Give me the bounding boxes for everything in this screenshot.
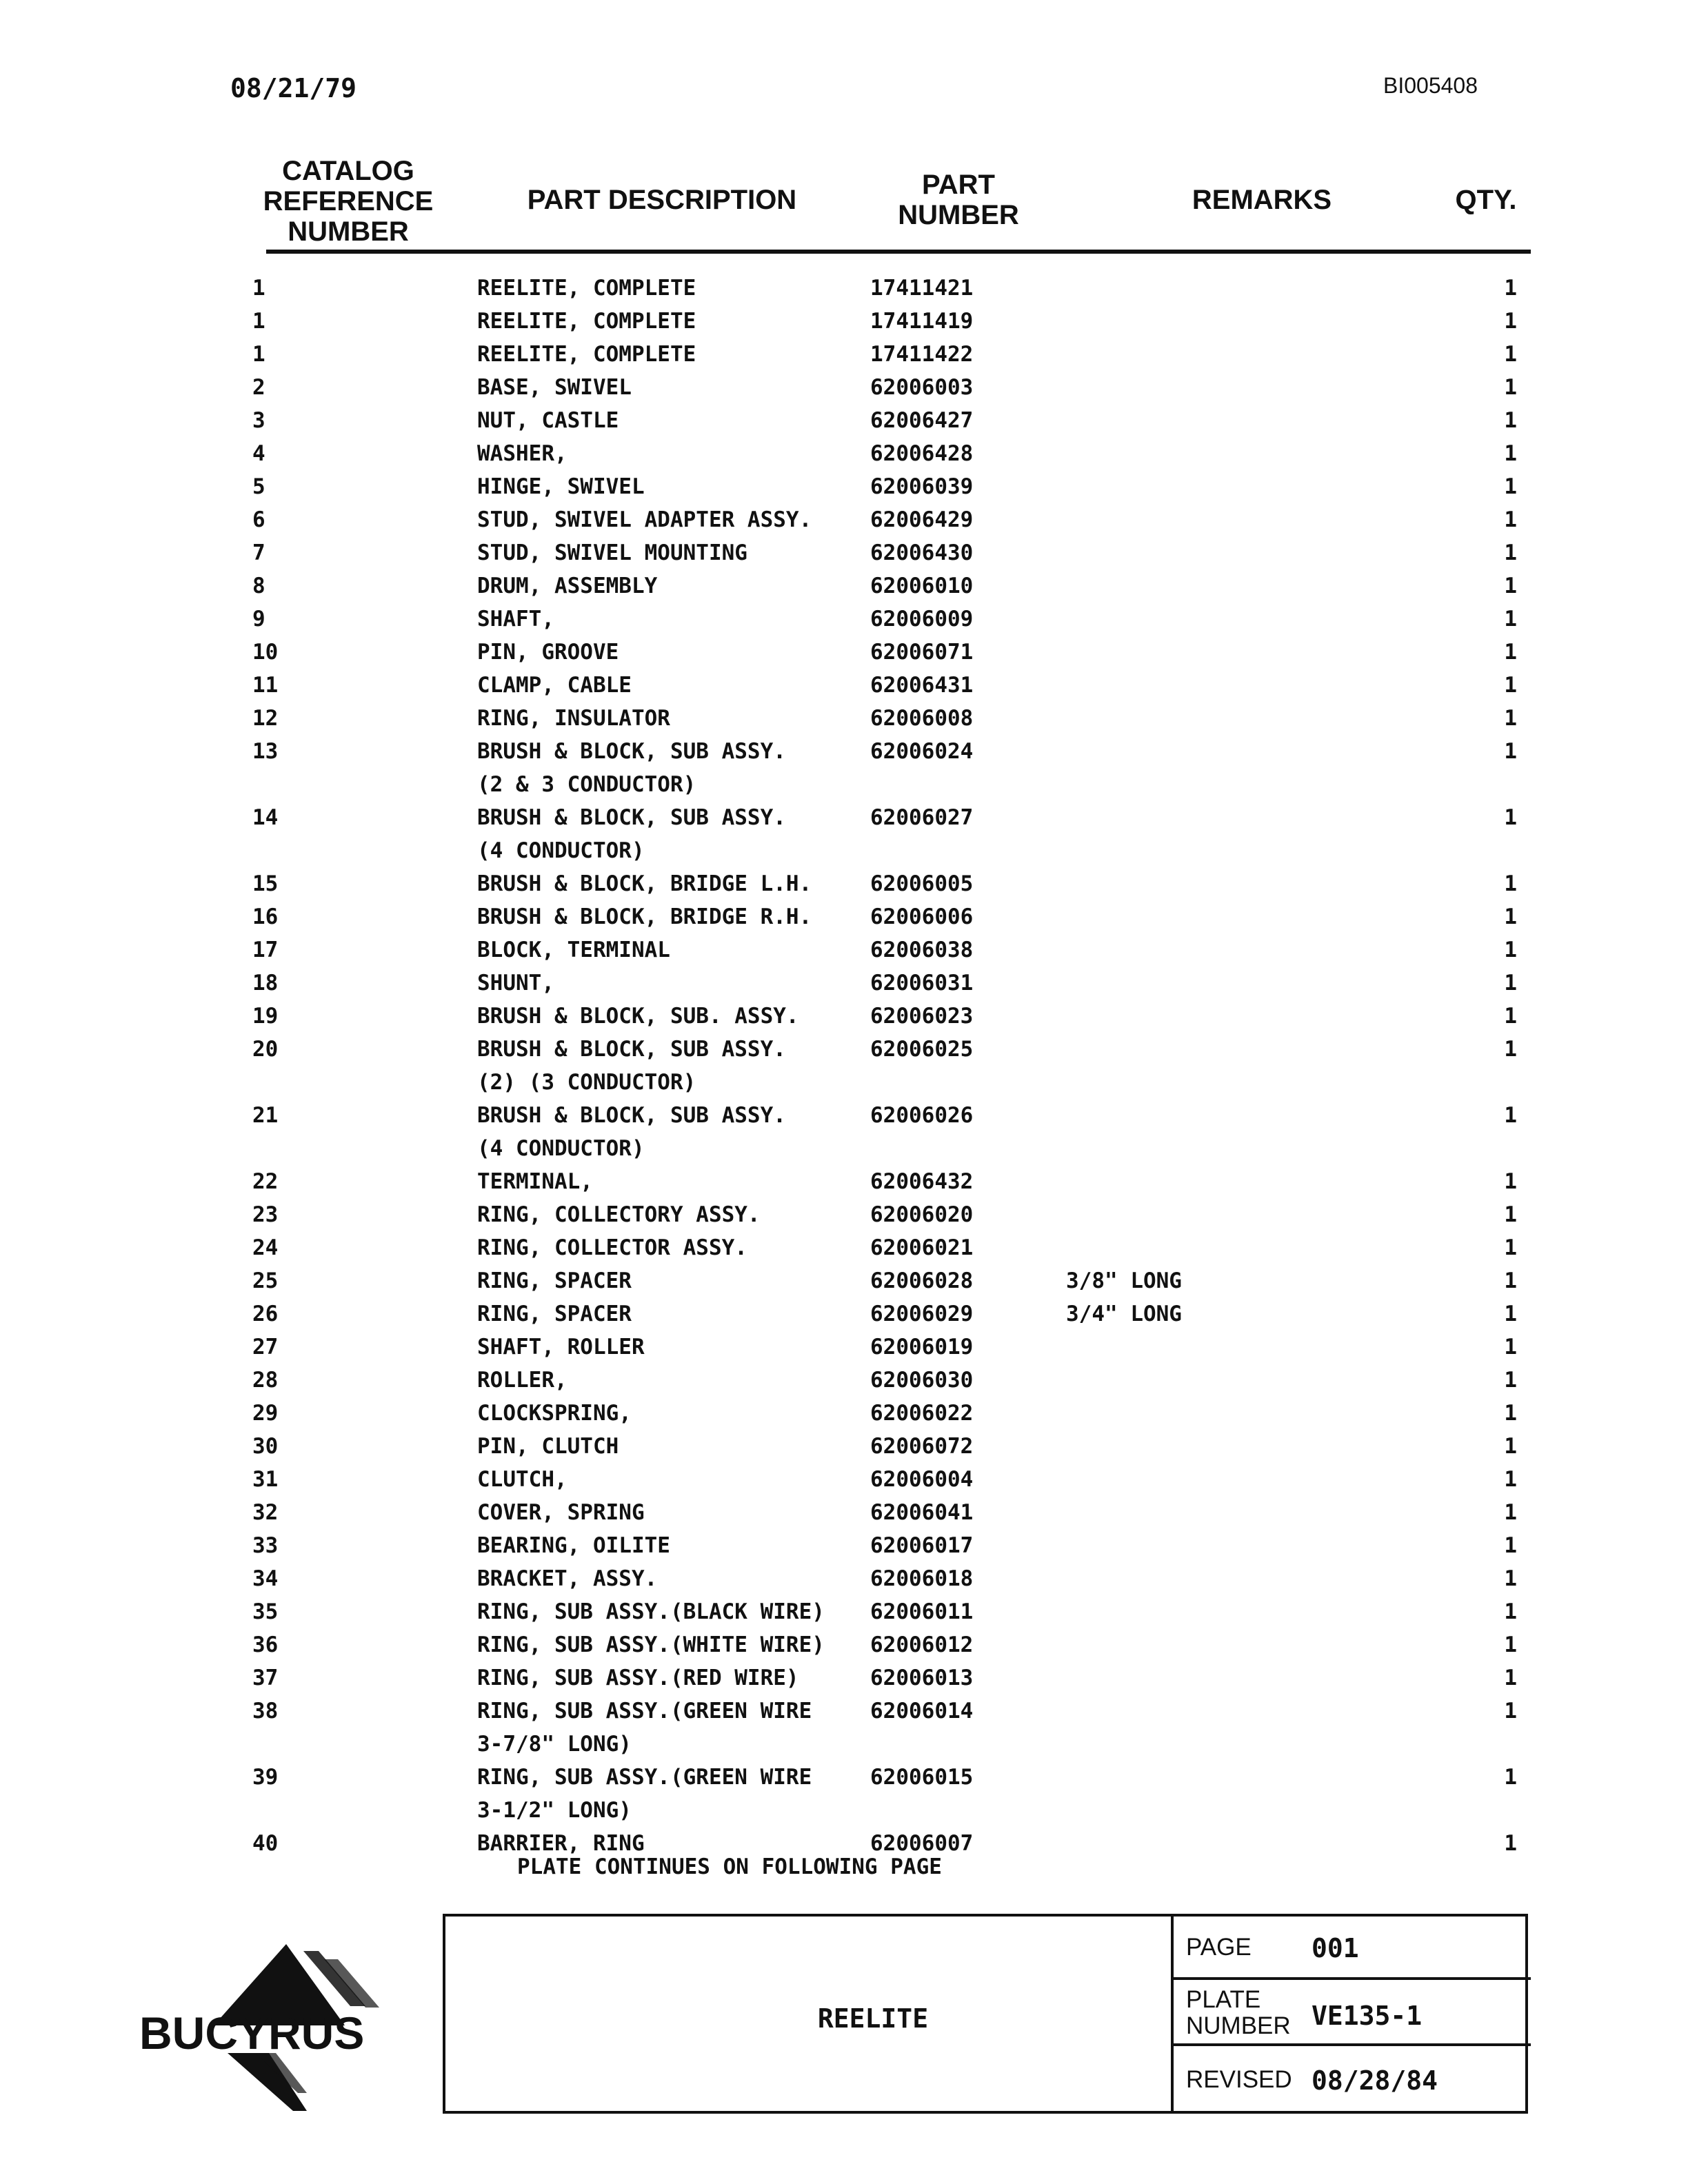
table-row (0, 702, 1688, 735)
table-row (0, 1364, 1688, 1397)
qty-cell: 1 (1504, 871, 1517, 896)
table-row (0, 338, 1688, 371)
part-number-cell: 62006018 (870, 1566, 974, 1591)
table-row (0, 1794, 1688, 1827)
catalog-ref-cell: 17 (252, 938, 279, 962)
catalog-ref-cell: 7 (252, 540, 265, 565)
bucyrus-logo (138, 1930, 428, 2123)
catalog-ref-cell: 14 (252, 805, 279, 830)
description-cell: RING, SUB ASSY.(WHITE WIRE) (477, 1632, 825, 1657)
description-cell: BRUSH & BLOCK, SUB ASSY. (477, 1103, 786, 1128)
part-number-cell: 62006030 (870, 1368, 974, 1393)
plate-number-value: VE135-1 (1312, 2001, 1423, 2031)
description-cell: REELITE, COMPLETE (477, 309, 696, 334)
catalog-ref-cell: 37 (252, 1666, 279, 1690)
table-row (0, 867, 1688, 900)
description-cell: STUD, SWIVEL MOUNTING (477, 540, 747, 565)
description-cell: SHAFT, (477, 607, 554, 631)
qty-cell: 1 (1504, 640, 1517, 665)
catalog-ref-cell: 18 (252, 971, 279, 995)
part-number-cell: 62006023 (870, 1004, 974, 1029)
catalog-ref-cell: 40 (252, 1831, 279, 1856)
qty-cell: 1 (1504, 1302, 1517, 1326)
description-cell: ROLLER, (477, 1368, 567, 1393)
column-header-remarks: REMARKS (1192, 185, 1332, 215)
part-number-cell: 62006427 (870, 408, 974, 433)
column-header-qty: QTY. (1455, 185, 1517, 215)
table-row (0, 1496, 1688, 1529)
qty-cell: 1 (1504, 1566, 1517, 1591)
remarks-cell: 3/4" LONG (1066, 1302, 1182, 1326)
page-cell (1174, 1914, 1531, 1980)
catalog-ref-cell: 1 (252, 276, 265, 301)
qty-cell: 1 (1504, 375, 1517, 400)
qty-cell: 1 (1504, 309, 1517, 334)
part-number-cell: 62006029 (870, 1302, 974, 1326)
document-id: BI005408 (1383, 73, 1478, 98)
table-row (0, 603, 1688, 636)
description-cell: RING, SPACER (477, 1268, 632, 1293)
description-cell: (2) (3 CONDUCTOR) (477, 1070, 696, 1095)
description-cell: NUT, CASTLE (477, 408, 619, 433)
qty-cell: 1 (1504, 507, 1517, 532)
table-row (0, 1529, 1688, 1562)
catalog-ref-cell: 32 (252, 1500, 279, 1525)
part-number-cell: 62006006 (870, 904, 974, 929)
description-cell: BRUSH & BLOCK, BRIDGE L.H. (477, 871, 812, 896)
description-cell: CLAMP, CABLE (477, 673, 632, 698)
description-cell: BRUSH & BLOCK, SUB ASSY. (477, 805, 786, 830)
table-row (0, 900, 1688, 933)
catalog-ref-cell: 2 (252, 375, 265, 400)
title-block-info (1171, 1914, 1531, 2114)
qty-cell: 1 (1504, 1434, 1517, 1459)
catalog-ref-cell: 16 (252, 904, 279, 929)
description-cell: RING, SUB ASSY.(RED WIRE) (477, 1666, 799, 1690)
table-row (0, 1331, 1688, 1364)
part-number-cell: 62006028 (870, 1268, 974, 1293)
catalog-ref-cell: 5 (252, 474, 265, 499)
column-header-catalog-ref: CATALOG REFERENCE NUMBER (263, 156, 434, 247)
table-row (0, 1231, 1688, 1264)
plate-title: REELITE (817, 2003, 929, 2034)
qty-cell: 1 (1504, 1699, 1517, 1723)
catalog-ref-cell: 28 (252, 1368, 279, 1393)
part-number-cell: 62006015 (870, 1765, 974, 1790)
qty-cell: 1 (1504, 1467, 1517, 1492)
part-number-cell: 62006017 (870, 1533, 974, 1558)
catalog-ref-cell: 12 (252, 706, 279, 731)
description-cell: BRUSH & BLOCK, BRIDGE R.H. (477, 904, 812, 929)
page-value: 001 (1312, 1933, 1359, 1963)
remarks-cell: 3/8" LONG (1066, 1268, 1182, 1293)
description-cell: BRUSH & BLOCK, SUB. ASSY. (477, 1004, 799, 1029)
part-number-cell: 62006429 (870, 507, 974, 532)
part-number-cell: 62006022 (870, 1401, 974, 1426)
table-row (0, 1430, 1688, 1463)
qty-cell: 1 (1504, 904, 1517, 929)
qty-cell: 1 (1504, 1666, 1517, 1690)
logo-wordmark: BUCYRUS (139, 2008, 365, 2059)
part-number-cell: 62006025 (870, 1037, 974, 1062)
catalog-ref-cell: 4 (252, 441, 265, 466)
qty-cell: 1 (1504, 1037, 1517, 1062)
part-number-cell: 62006041 (870, 1500, 974, 1525)
qty-cell: 1 (1504, 805, 1517, 830)
part-number-cell: 62006026 (870, 1103, 974, 1128)
description-cell: STUD, SWIVEL ADAPTER ASSY. (477, 507, 812, 532)
qty-cell: 1 (1504, 1335, 1517, 1359)
description-cell: PIN, GROOVE (477, 640, 619, 665)
part-number-cell: 62006007 (870, 1831, 974, 1856)
description-cell: (2 & 3 CONDUCTOR) (477, 772, 696, 797)
plate-number-cell (1174, 1980, 1531, 2046)
qty-cell: 1 (1504, 1202, 1517, 1227)
table-row (0, 371, 1688, 404)
qty-cell: 1 (1504, 1004, 1517, 1029)
description-cell: BRACKET, ASSY. (477, 1566, 658, 1591)
table-row (0, 1397, 1688, 1430)
table-row (0, 1297, 1688, 1331)
description-cell: DRUM, ASSEMBLY (477, 574, 658, 598)
qty-cell: 1 (1504, 1401, 1517, 1426)
qty-cell: 1 (1504, 706, 1517, 731)
part-number-cell: 62006010 (870, 574, 974, 598)
catalog-ref-cell: 27 (252, 1335, 279, 1359)
description-cell: SHUNT, (477, 971, 554, 995)
part-number-cell: 62006039 (870, 474, 974, 499)
table-row (0, 503, 1688, 536)
revised-cell (1174, 2046, 1531, 2112)
qty-cell: 1 (1504, 1500, 1517, 1525)
description-cell: RING, SUB ASSY.(GREEN WIRE (477, 1699, 812, 1723)
table-row (0, 1165, 1688, 1198)
table-row (0, 636, 1688, 669)
catalog-ref-cell: 11 (252, 673, 279, 698)
description-cell: RING, SUB ASSY.(BLACK WIRE) (477, 1599, 825, 1624)
catalog-ref-cell: 25 (252, 1268, 279, 1293)
table-row (0, 1264, 1688, 1297)
catalog-ref-cell: 24 (252, 1235, 279, 1260)
qty-cell: 1 (1504, 276, 1517, 301)
part-number-cell: 62006430 (870, 540, 974, 565)
part-number-cell: 17411422 (870, 342, 974, 367)
header-rule (266, 250, 1531, 254)
description-cell: CLOCKSPRING, (477, 1401, 632, 1426)
part-number-cell: 17411419 (870, 309, 974, 334)
table-row (0, 801, 1688, 834)
continuation-note: PLATE CONTINUES ON FOLLOWING PAGE (517, 1854, 942, 1879)
part-number-cell: 62006019 (870, 1335, 974, 1359)
qty-cell: 1 (1504, 342, 1517, 367)
description-cell: CLUTCH, (477, 1467, 567, 1492)
description-cell: BLOCK, TERMINAL (477, 938, 670, 962)
part-number-cell: 62006012 (870, 1632, 974, 1657)
qty-cell: 1 (1504, 1103, 1517, 1128)
qty-cell: 1 (1504, 574, 1517, 598)
catalog-ref-cell: 3 (252, 408, 265, 433)
table-row (0, 1595, 1688, 1628)
catalog-ref-cell: 30 (252, 1434, 279, 1459)
qty-cell: 1 (1504, 441, 1517, 466)
table-row (0, 305, 1688, 338)
description-cell: BARRIER, RING (477, 1831, 645, 1856)
catalog-ref-cell: 8 (252, 574, 265, 598)
table-row (0, 1198, 1688, 1231)
table-row (0, 1099, 1688, 1132)
description-cell: (4 CONDUCTOR) (477, 1136, 645, 1161)
qty-cell: 1 (1504, 938, 1517, 962)
table-row (0, 1628, 1688, 1661)
page-label: PAGE (1186, 1934, 1252, 1961)
column-header-description: PART DESCRIPTION (527, 185, 797, 215)
table-row (0, 735, 1688, 768)
catalog-ref-cell: 26 (252, 1302, 279, 1326)
catalog-ref-cell: 38 (252, 1699, 279, 1723)
qty-cell: 1 (1504, 1368, 1517, 1393)
table-row (0, 1066, 1688, 1099)
table-row (0, 834, 1688, 867)
description-cell: 3-7/8" LONG) (477, 1732, 632, 1757)
revised-value: 08/28/84 (1312, 2065, 1438, 2096)
part-number-cell: 62006003 (870, 375, 974, 400)
qty-cell: 1 (1504, 1533, 1517, 1558)
table-row (0, 536, 1688, 569)
description-cell: REELITE, COMPLETE (477, 342, 696, 367)
part-number-cell: 62006004 (870, 1467, 974, 1492)
catalog-ref-cell: 9 (252, 607, 265, 631)
qty-cell: 1 (1504, 971, 1517, 995)
catalog-ref-cell: 39 (252, 1765, 279, 1790)
part-number-cell: 62006011 (870, 1599, 974, 1624)
catalog-ref-cell: 22 (252, 1169, 279, 1194)
qty-cell: 1 (1504, 1169, 1517, 1194)
catalog-ref-cell: 29 (252, 1401, 279, 1426)
table-row (0, 1761, 1688, 1794)
part-number-cell: 17411421 (870, 276, 974, 301)
part-number-cell: 62006431 (870, 673, 974, 698)
catalog-ref-cell: 19 (252, 1004, 279, 1029)
table-row (0, 1562, 1688, 1595)
table-row (0, 1132, 1688, 1165)
catalog-ref-cell: 6 (252, 507, 265, 532)
catalog-ref-cell: 1 (252, 309, 265, 334)
description-cell: BRUSH & BLOCK, SUB ASSY. (477, 1037, 786, 1062)
table-row (0, 768, 1688, 801)
part-number-cell: 62006008 (870, 706, 974, 731)
qty-cell: 1 (1504, 1632, 1517, 1657)
table-row (0, 1000, 1688, 1033)
description-cell: RING, SPACER (477, 1302, 632, 1326)
qty-cell: 1 (1504, 408, 1517, 433)
table-row (0, 1661, 1688, 1695)
description-cell: (4 CONDUCTOR) (477, 838, 645, 863)
table-row (0, 272, 1688, 305)
description-cell: RING, SUB ASSY.(GREEN WIRE (477, 1765, 812, 1790)
part-number-cell: 62006021 (870, 1235, 974, 1260)
part-number-cell: 62006071 (870, 640, 974, 665)
catalog-ref-cell: 31 (252, 1467, 279, 1492)
part-number-cell: 62006005 (870, 871, 974, 896)
catalog-ref-cell: 1 (252, 342, 265, 367)
part-number-cell: 62006428 (870, 441, 974, 466)
description-cell: TERMINAL, (477, 1169, 593, 1194)
table-row (0, 1463, 1688, 1496)
catalog-ref-cell: 35 (252, 1599, 279, 1624)
table-row (0, 470, 1688, 503)
qty-cell: 1 (1504, 673, 1517, 698)
qty-cell: 1 (1504, 1599, 1517, 1624)
description-cell: WASHER, (477, 441, 567, 466)
column-header-part-number: PART NUMBER (898, 170, 1019, 230)
description-cell: SHAFT, ROLLER (477, 1335, 645, 1359)
catalog-ref-cell: 13 (252, 739, 279, 764)
catalog-ref-cell: 36 (252, 1632, 279, 1657)
table-row (0, 669, 1688, 702)
part-number-cell: 62006031 (870, 971, 974, 995)
part-number-cell: 62006024 (870, 739, 974, 764)
table-row (0, 437, 1688, 470)
table-row (0, 1728, 1688, 1761)
table-row (0, 569, 1688, 603)
description-cell: BEARING, OILITE (477, 1533, 670, 1558)
part-number-cell: 62006014 (870, 1699, 974, 1723)
part-number-cell: 62006013 (870, 1666, 974, 1690)
qty-cell: 1 (1504, 1268, 1517, 1293)
title-block (443, 1914, 1528, 2114)
table-row (0, 933, 1688, 967)
catalog-ref-cell: 23 (252, 1202, 279, 1227)
revised-label: REVISED (1186, 2066, 1292, 2093)
catalog-ref-cell: 15 (252, 871, 279, 896)
part-number-cell: 62006038 (870, 938, 974, 962)
qty-cell: 1 (1504, 1235, 1517, 1260)
description-cell: BASE, SWIVEL (477, 375, 632, 400)
table-row (0, 967, 1688, 1000)
catalog-ref-cell: 21 (252, 1103, 279, 1128)
catalog-ref-cell: 20 (252, 1037, 279, 1062)
description-cell: COVER, SPRING (477, 1500, 645, 1525)
part-number-cell: 62006009 (870, 607, 974, 631)
description-cell: HINGE, SWIVEL (477, 474, 645, 499)
catalog-ref-cell: 10 (252, 640, 279, 665)
part-number-cell: 62006027 (870, 805, 974, 830)
table-row (0, 1033, 1688, 1066)
description-cell: RING, COLLECTOR ASSY. (477, 1235, 747, 1260)
table-row (0, 1695, 1688, 1728)
document-date: 08/21/79 (230, 73, 357, 103)
catalog-ref-cell: 34 (252, 1566, 279, 1591)
table-row (0, 404, 1688, 437)
description-cell: RING, COLLECTORY ASSY. (477, 1202, 761, 1227)
description-cell: REELITE, COMPLETE (477, 276, 696, 301)
description-cell: PIN, CLUTCH (477, 1434, 619, 1459)
qty-cell: 1 (1504, 739, 1517, 764)
part-number-cell: 62006072 (870, 1434, 974, 1459)
description-cell: 3-1/2" LONG) (477, 1798, 632, 1823)
description-cell: BRUSH & BLOCK, SUB ASSY. (477, 739, 786, 764)
qty-cell: 1 (1504, 1765, 1517, 1790)
part-number-cell: 62006432 (870, 1169, 974, 1194)
plate-number-label: PLATE NUMBER (1186, 1986, 1291, 2039)
part-number-cell: 62006020 (870, 1202, 974, 1227)
description-cell: RING, INSULATOR (477, 706, 670, 731)
catalog-ref-cell: 33 (252, 1533, 279, 1558)
parts-table (0, 272, 1688, 1860)
qty-cell: 1 (1504, 1831, 1517, 1856)
qty-cell: 1 (1504, 607, 1517, 631)
qty-cell: 1 (1504, 474, 1517, 499)
qty-cell: 1 (1504, 540, 1517, 565)
